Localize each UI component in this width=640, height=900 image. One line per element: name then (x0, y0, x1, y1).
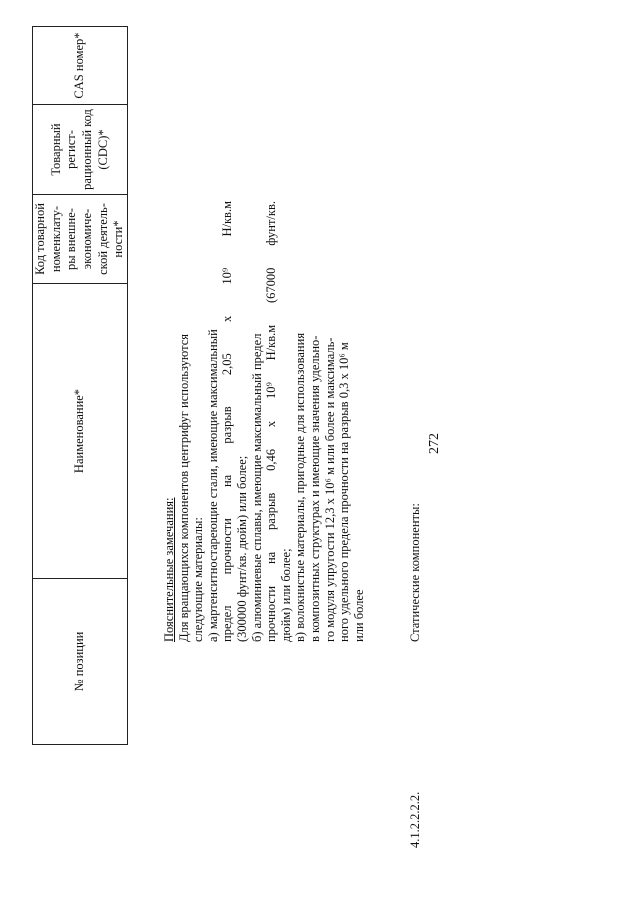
notes-line: прочности на разрыв 0,46 x 10⁹ Н/кв.м (67000 фунт/кв. (264, 201, 279, 642)
notes-line: предел прочности на разрыв 2,05 x 10⁹ Н/кв.м (220, 201, 235, 642)
notes-line: следующие материалы: (191, 517, 206, 642)
header-line: ской деятель- (95, 203, 110, 275)
page-number: 272 (427, 433, 442, 454)
header-line: Код товарной (33, 203, 47, 275)
notes-line: ного удельного предела прочности на разрыв 0,3 x 10⁶ м (337, 342, 352, 642)
foreign-trade-code-column-header (33, 195, 128, 284)
header-line: (CDC)* (95, 129, 110, 170)
header-line: номенклату- (48, 205, 63, 273)
cdc-code-column-header (33, 105, 128, 195)
cas-number-column-header: CAS номер* (33, 27, 128, 105)
header-line: ры внешне- (64, 208, 79, 270)
notes-line: дюйм) или более; (278, 548, 293, 642)
notes-line: или более (351, 589, 366, 642)
name-column-header: Наименование* (33, 284, 128, 579)
position-number: 4.1.2.2.2.2. (408, 791, 422, 848)
notes-line: Для вращающихся компонентов центрифуг используются (176, 333, 191, 642)
notes-line: б) алюминиевые сплавы, имеющие максимальный предел (249, 333, 264, 642)
header-table (32, 26, 128, 745)
notes-line: в) волокнистые материалы, пригодные для использования (293, 332, 308, 642)
header-line: ности* (111, 220, 126, 258)
header-line: Товарный регист- (48, 123, 79, 176)
notes-title: Пояснительные замечания: (162, 497, 176, 642)
notes-line: го модуля упругости 12,3 x 10⁶ м или более и максималь- (322, 337, 337, 642)
position-column-header: № позиции (33, 579, 128, 745)
static-components-label: Статические компоненты: (408, 503, 422, 642)
header-line: экономиче- (79, 208, 94, 270)
header-line: рационный код (79, 109, 94, 190)
notes-line: а) мартенситностареющие стали, имеющие максимальный (205, 329, 220, 642)
explanatory-notes (162, 201, 366, 642)
notes-line: (300000 фунт/кв. дюйм) или более; (234, 455, 249, 642)
notes-line: в композитных структурах и имеющие значения удельно- (307, 335, 322, 642)
header-row (33, 27, 128, 745)
